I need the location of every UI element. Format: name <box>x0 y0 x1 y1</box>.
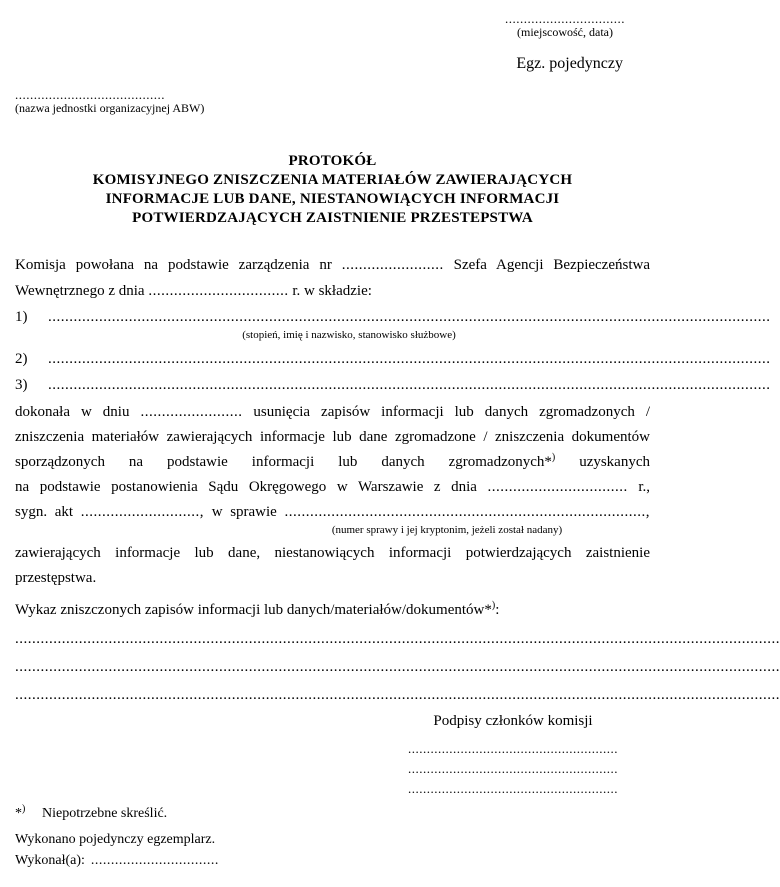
case-name-blank: ....................................................................................., <box>284 504 651 520</box>
member-item-1 <box>15 304 771 330</box>
member-item-2 <box>15 346 771 372</box>
destroyed-list <box>15 625 780 709</box>
body-text: przestępstwa. <box>15 570 97 586</box>
body-paragraph-destruction <box>15 400 650 537</box>
body-text: usunięcia zapisów informacji lub danych zgromadzonych / <box>253 404 651 420</box>
case-caption: (numer sprawy i jej kryptonim, jeżeli został nadany) <box>331 524 563 536</box>
destroyed-list-heading <box>15 597 650 623</box>
body-paragraph-closing <box>15 541 650 591</box>
org-unit-field <box>15 88 255 116</box>
intro-line-2 <box>15 278 650 304</box>
member-blank: .......................................................................................................................................................................... <box>48 377 771 393</box>
intro-paragraph <box>15 252 650 304</box>
executor-blank: ................................ <box>90 853 219 868</box>
body-line-2 <box>15 425 650 450</box>
closing-line-1 <box>15 541 650 566</box>
member-item-3 <box>15 372 771 398</box>
body-text: zniszczenia materiałów zawierających informacje lub dane zgromadzone / zniszczenia dokumentów <box>15 429 650 445</box>
members-list <box>15 304 771 398</box>
member-number: 3) <box>15 377 28 393</box>
signature-blank-row: ........................................................ <box>408 761 618 776</box>
body-line-3 <box>15 450 650 475</box>
destruction-date-blank: ........................ <box>140 404 243 420</box>
member-number: 1) <box>15 309 28 325</box>
body-line-4 <box>15 475 650 500</box>
title-line-3: INFORMACJE LUB DANE, NIESTANOWIĄCYCH INFORMACJI <box>105 191 560 207</box>
body-text: zawierających informacje lub dane, niestanowiących informacji potwierdzających zaistnienie <box>15 545 650 561</box>
order-number-blank: ........................ <box>341 257 444 273</box>
org-unit-caption: (nazwa jednostki organizacyjnej ABW) <box>15 101 205 115</box>
body-line-5 <box>15 500 650 525</box>
execution-note: Wykonano pojedynczy egzemplarz. <box>15 832 216 847</box>
members-caption: (stopień, imię i nazwisko, stanowisko służbowe) <box>242 329 456 341</box>
place-date-blank: ................................ <box>505 11 625 26</box>
order-date-blank: ................................. <box>148 283 289 299</box>
body-text: sporządzonych na podstawie informacji lub danych zgromadzonych* <box>15 454 552 470</box>
heading-colon: : <box>495 602 500 618</box>
title-line-2: KOMISYJNEGO ZNISZCZENIA MATERIAŁÓW ZAWIERAJĄCYCH <box>92 172 573 188</box>
place-date-field <box>480 12 650 40</box>
closing-line-2 <box>15 566 650 591</box>
body-text: sygn. akt <box>15 504 74 520</box>
intro-text: r. w składzie: <box>292 283 372 299</box>
executor-line <box>15 852 650 870</box>
destroyed-list-blank-row: .................................................................................................................................................................................... <box>15 687 780 703</box>
body-text: na podstawie postanowienia Sądu Okręgowego w Warszawie z dnia <box>15 479 477 495</box>
org-unit-blank: ........................................ <box>15 87 165 102</box>
body-text: uzyskanych <box>579 454 650 470</box>
destroyed-list-blank-row: .................................................................................................................................................................................... <box>15 659 780 675</box>
case-file-number-blank: ............................, <box>80 504 205 520</box>
signatures-heading: Podpisy członków komisji <box>433 713 593 729</box>
intro-text: Szefa Agencji Bezpieczeństwa <box>453 257 650 273</box>
body-line-1 <box>15 400 650 425</box>
body-text: dokonała w dniu <box>15 404 130 420</box>
court-decision-date-blank: ................................. <box>487 479 628 495</box>
title-line-4: POTWIERDZAJĄCYCH ZAISTNIENIE PRZESTEPSTWA <box>132 210 533 226</box>
body-text: w sprawie <box>211 504 277 520</box>
executor-label: Wykonał(a): <box>15 853 85 868</box>
footnote-marker <box>15 805 42 823</box>
document-title <box>15 152 650 228</box>
place-date-caption: (miejscowość, data) <box>517 25 613 39</box>
copy-number: Egz. pojedynczy <box>516 55 623 72</box>
intro-text: Wewnętrznego z dnia <box>15 283 145 299</box>
member-blank: .......................................................................................................................................................................... <box>48 309 771 325</box>
title-line-1: PROTOKÓŁ <box>288 153 377 169</box>
signatures-block <box>389 711 637 799</box>
destroyed-list-blank-row: .................................................................................................................................................................................... <box>15 631 780 647</box>
footnote-text: Niepotrzebne skreślić. <box>42 806 168 821</box>
footnote-reference: ) <box>551 452 556 463</box>
footnote <box>15 805 650 823</box>
intro-line-1 <box>15 252 650 278</box>
footnote-reference: ) <box>491 600 496 611</box>
member-number: 2) <box>15 351 28 367</box>
footnote-star: * <box>15 806 22 821</box>
intro-text: Komisja powołana na podstawie zarządzenia nr <box>15 257 332 273</box>
footnote-paren: ) <box>22 803 26 815</box>
heading-text: Wykaz zniszczonych zapisów informacji lub danych/materiałów/dokumentów* <box>15 602 492 618</box>
body-text: r., <box>638 479 651 495</box>
member-blank: .......................................................................................................................................................................... <box>48 351 771 367</box>
signature-blank-row: ........................................................ <box>408 741 618 756</box>
document-footer <box>15 805 650 870</box>
signature-blank-row: ........................................................ <box>408 781 618 796</box>
